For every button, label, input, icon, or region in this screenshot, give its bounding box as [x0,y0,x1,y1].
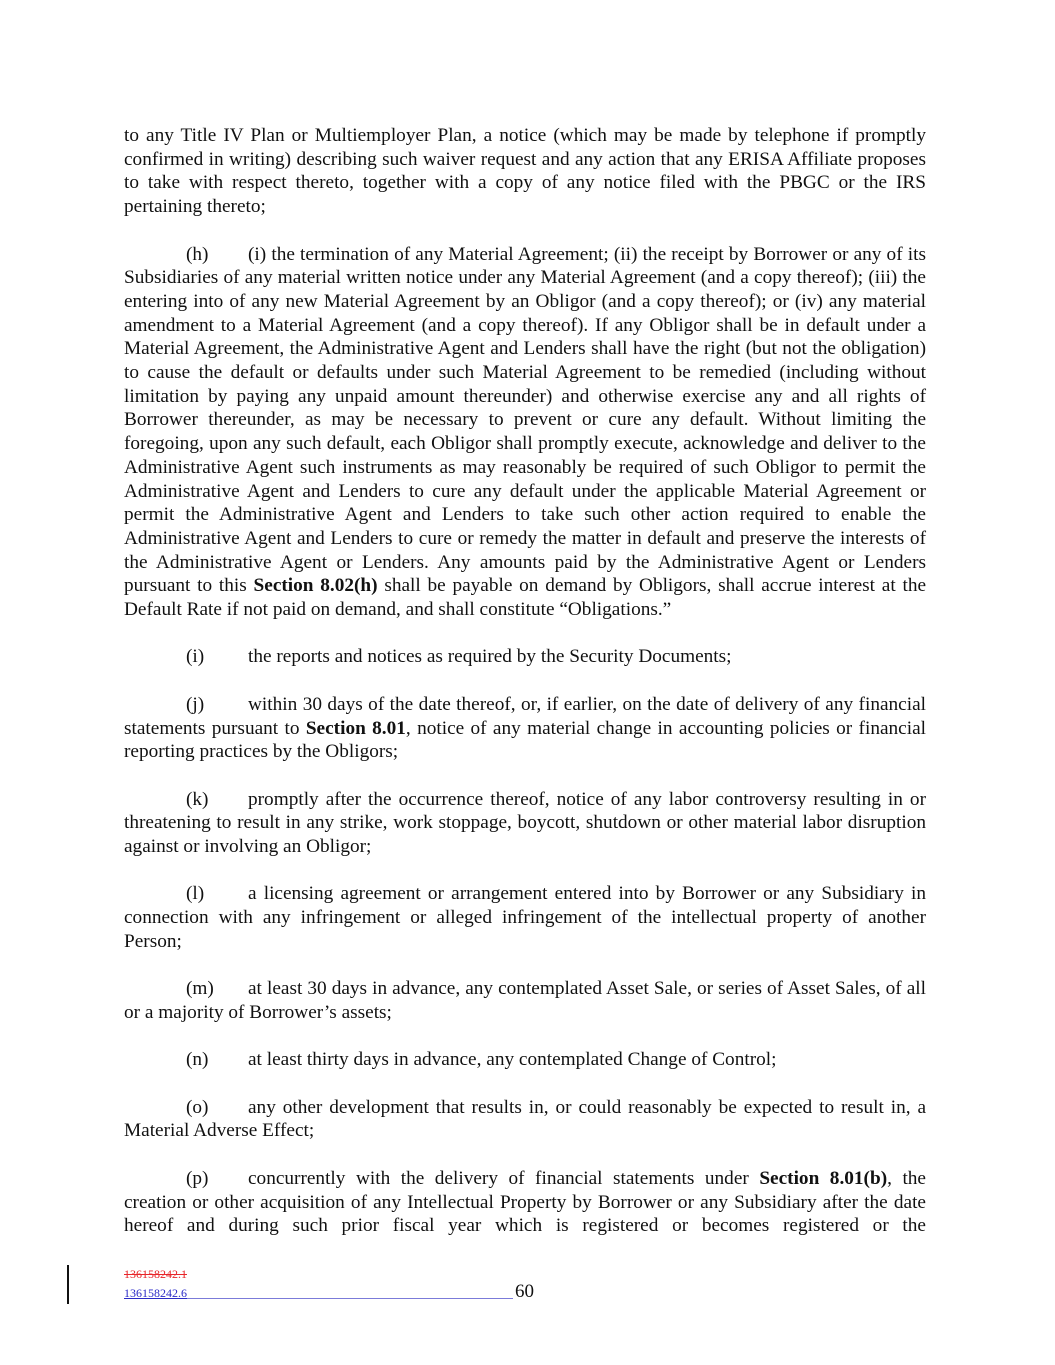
clause-label: (m) [186,978,214,1000]
clause-label: (l) [186,883,205,905]
clause-label: (o) [186,1096,209,1118]
clause-label: (n) [186,1049,209,1071]
section-reference: Section 8.01(b) [759,1167,888,1189]
clause-text: promptly after the occurrence thereof, notice of any labor controversy resulting in or threatening to result in any strike, work stoppage, boycott, shutdown or other material labor disruption against or involving an Obligor; [124,788,926,858]
section-reference: Section 8.02(h) [253,575,378,597]
clause-l [124,882,926,953]
clause-text: at least thirty days in advance, any contemplated Change of Control; [248,1049,777,1071]
clause-label: (h) [186,243,209,265]
inserted-underline [187,1297,513,1299]
clause-p [124,1167,926,1238]
clause-h [124,243,926,622]
clause-n [124,1048,926,1072]
clause-text: (i) the termination of any Material Agreement; (ii) the receipt by Borrower or any of its Subsidiaries of any material written notice under any Material Agreement (and a copy thereof); (iii) the entering into of any new Material Agreement by an Obligor (and a copy thereof); or (iv) any material amendment to a Material Agreement (and a copy thereof). If any Obligor shall be in default under a Material Agreement, the Administrative Agent and Lenders shall have the right (but not the obligation) to cause the default or defaults under such Material Agreement to be remedied (including without limitation by paying any unpaid amount thereunder) and otherwise exercise any and all rights of Borrower thereunder, as may be necessary to prevent or cure any default. Without limiting the foregoing, upon any such default, each Obligor shall promptly execute, acknowledge and deliver to the Administrative Agent such instruments as may reasonably be required of such Obligor to permit the Administrative Agent and Lenders to cure any default under the applicable Material Agreement or permit the Administrative Agent and Lenders to take such other action required to enable the Administrative Agent and Lenders to cure or remedy the matter in default and preserve the interests of the Administrative Agent or Lenders. Any amounts paid by the Administrative Agent or Lenders pursuant to this [124,243,926,597]
clause-k [124,788,926,859]
clause-text: , the creation or other acquisition of any Intellectual Property by Borrower or any Subsidiary after the date hereof and during such prior fiscal year which is registered or becomes registered or the [124,1167,926,1237]
clause-label: (k) [186,788,209,810]
document-page [124,124,926,1262]
clause-m [124,977,926,1024]
page-footer [124,1266,544,1302]
clause-text: shall be payable on demand by Obligors, shall accrue interest at the Default Rate if not paid on demand, and shall constitute “Obligations.” [124,575,927,621]
section-reference: Section 8.01 [305,717,406,739]
clause-text: the reports and notices as required by the Security Documents; [248,646,732,668]
clause-label: (p) [186,1167,209,1189]
deleted-document-id: 136158242.1 [124,1267,187,1281]
clause-j [124,693,926,764]
clause-text: any other development that results in, or could reasonably be expected to result in, a Material Adverse Effect; [124,1096,926,1142]
clause-i [124,645,926,669]
continuation-paragraph: to any Title IV Plan or Multiemployer Plan, a notice (which may be made by telephone if promptly confirmed in writing) describing such waiver request and any action that any ERISA Affiliate proposes to take with respect thereto, together with a copy of any notice filed with the PBGC or the IRS pertaining thereto; [124,125,926,218]
clause-o [124,1096,926,1143]
clause-label: (i) [186,646,205,668]
clause-text: at least 30 days in advance, any contemplated Asset Sale, or series of Asset Sales, of all or a majority of Borrower’s assets; [124,978,926,1023]
clause-text: , notice of any material change in accounting policies or financial reporting practices by the Obligors; [124,717,926,763]
page-number: 60 [515,1281,534,1302]
clause-label: (j) [186,693,205,715]
clause-text: a licensing agreement or arrangement entered into by Borrower or any Subsidiary in connection with any infringement or alleged infringement of the intellectual property of another Person; [124,883,926,952]
revision-change-bar [67,1265,69,1304]
clause-text: within 30 days of the date thereof, or, if earlier, on the date of delivery of any financial statements pursuant to [124,693,926,739]
clause-text: concurrently with the delivery of financial statements under [248,1167,760,1189]
inserted-document-id: 136158242.6 [124,1286,187,1300]
footer-row [124,1282,544,1302]
